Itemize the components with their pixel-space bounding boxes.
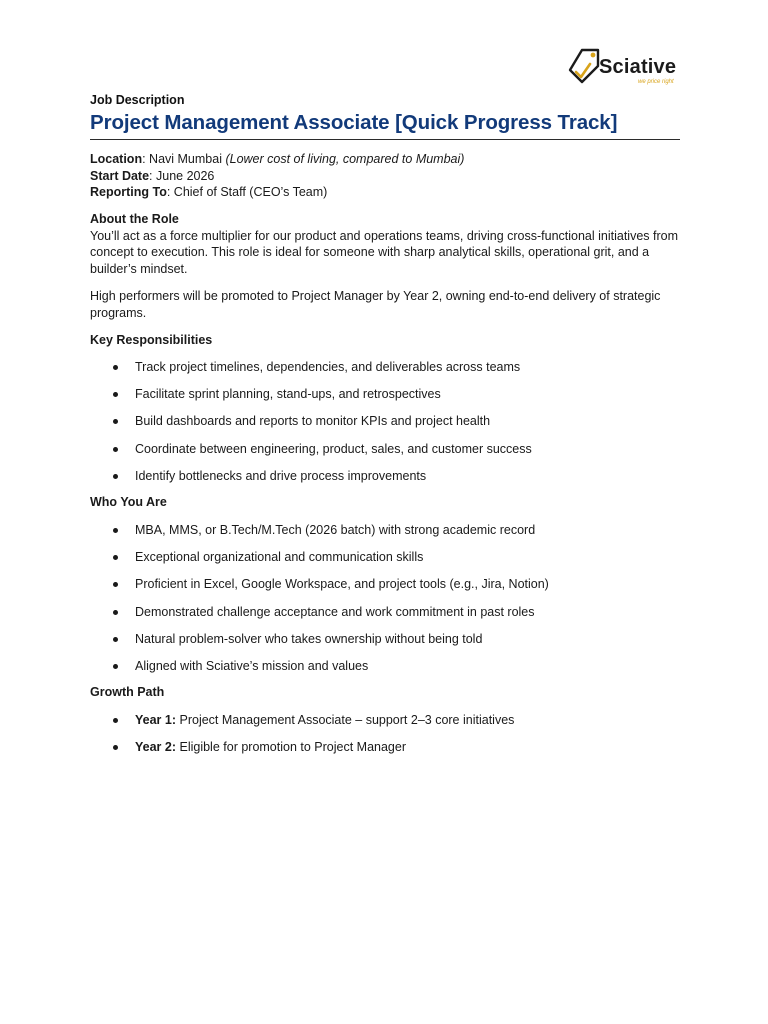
who-heading-text: Who You Are	[90, 495, 167, 509]
bullet-icon	[113, 365, 118, 370]
list-item-text: Demonstrated challenge acceptance and work commitment in past roles	[135, 604, 535, 619]
growth-year-label: Year 1:	[135, 713, 177, 727]
logo-tagline: we price right	[638, 79, 674, 85]
page-title: Project Management Associate [Quick Progress Track]	[90, 111, 618, 134]
who-list	[90, 522, 680, 685]
start-label: Start Date	[90, 168, 150, 183]
meta-reporting	[90, 184, 464, 201]
sciative-logo	[568, 44, 680, 88]
location-value: : Navi Mumbai	[142, 152, 226, 166]
growth-heading	[90, 684, 680, 701]
list-item-text: Build dashboards and reports to monitor KPIs and project health	[135, 414, 491, 429]
location-label: Location	[90, 152, 143, 166]
bullet-icon	[113, 555, 118, 560]
list-item-text: Project Management Associate – support 2–3 core initiatives	[176, 713, 515, 727]
list-item	[90, 658, 680, 685]
list-item-text: Track project timelines, dependencies, and deliverables across teams	[135, 360, 521, 374]
meta-start-date	[90, 168, 464, 185]
bullet-icon	[113, 582, 118, 587]
title-divider	[90, 139, 680, 140]
list-item	[90, 712, 680, 739]
list-item	[90, 631, 680, 658]
list-item	[90, 468, 680, 495]
list-item	[90, 549, 680, 576]
list-item	[90, 604, 680, 631]
location-note: (Lower cost of living, compared to Mumbai)	[225, 152, 465, 166]
list-item	[90, 576, 680, 603]
list-item-text: Facilitate sprint planning, stand-ups, and retrospectives	[135, 387, 441, 402]
list-item-text: Aligned with Sciative’s mission and values	[135, 658, 369, 673]
list-item-text: Eligible for promotion to Project Manager	[176, 740, 406, 755]
bullet-icon	[113, 392, 118, 397]
promotion-paragraph: High performers will be promoted to Project Manager by Year 2, owning end-to-end delivery of strategic programs.	[90, 289, 661, 320]
list-item-text: Identify bottlenecks and drive process improvements	[135, 468, 427, 483]
list-item	[90, 522, 680, 549]
list-item	[90, 359, 680, 386]
meta-location	[90, 151, 464, 168]
responsibilities-heading	[90, 332, 680, 349]
responsibilities-list	[90, 359, 680, 495]
about-paragraph: You’ll act as a force multiplier for our product and operations teams, driving cross-functional initiatives from concept to execution. This role is ideal for someone with sharp analytical skills, operational grit, and a builder’s mindset.	[90, 228, 679, 276]
list-item	[90, 413, 680, 440]
reporting-label: Reporting To	[90, 185, 167, 199]
bullet-icon	[113, 664, 118, 669]
list-item	[90, 739, 680, 766]
list-item-text: Exceptional organizational and communication skills	[135, 550, 424, 565]
bullet-icon	[113, 637, 118, 642]
bullet-icon	[113, 474, 118, 479]
about-heading: About the Role	[90, 212, 179, 226]
doc-kicker: Job Description	[90, 93, 185, 107]
bullet-icon	[113, 718, 118, 723]
bullet-icon	[113, 745, 118, 750]
list-item	[90, 386, 680, 413]
job-meta	[90, 151, 464, 201]
growth-year-label: Year 2:	[135, 740, 177, 755]
list-item-text: MBA, MMS, or B.Tech/M.Tech (2026 batch) with strong academic record	[135, 523, 536, 537]
start-value: : June 2026	[149, 168, 215, 183]
list-item-text: Coordinate between engineering, product, sales, and customer success	[135, 441, 532, 456]
growth-list	[90, 712, 680, 766]
reporting-value: : Chief of Staff (CEO’s Team)	[166, 185, 328, 199]
list-item-text: Natural problem-solver who takes ownership without being told	[135, 631, 483, 646]
list-item	[90, 441, 680, 468]
who-heading	[90, 494, 680, 511]
list-item-text: Proficient in Excel, Google Workspace, and project tools (e.g., Jira, Notion)	[135, 577, 549, 592]
bullet-icon	[113, 419, 118, 424]
growth-heading-text: Growth Path	[90, 685, 165, 699]
responsibilities-heading-text: Key Responsibilities	[90, 333, 213, 347]
bullet-icon	[113, 447, 118, 452]
document-page	[90, 0, 680, 1024]
about-section	[90, 211, 680, 277]
bullet-icon	[113, 610, 118, 615]
bullet-icon	[113, 528, 118, 533]
logo-wordmark: Sciative	[599, 56, 677, 78]
